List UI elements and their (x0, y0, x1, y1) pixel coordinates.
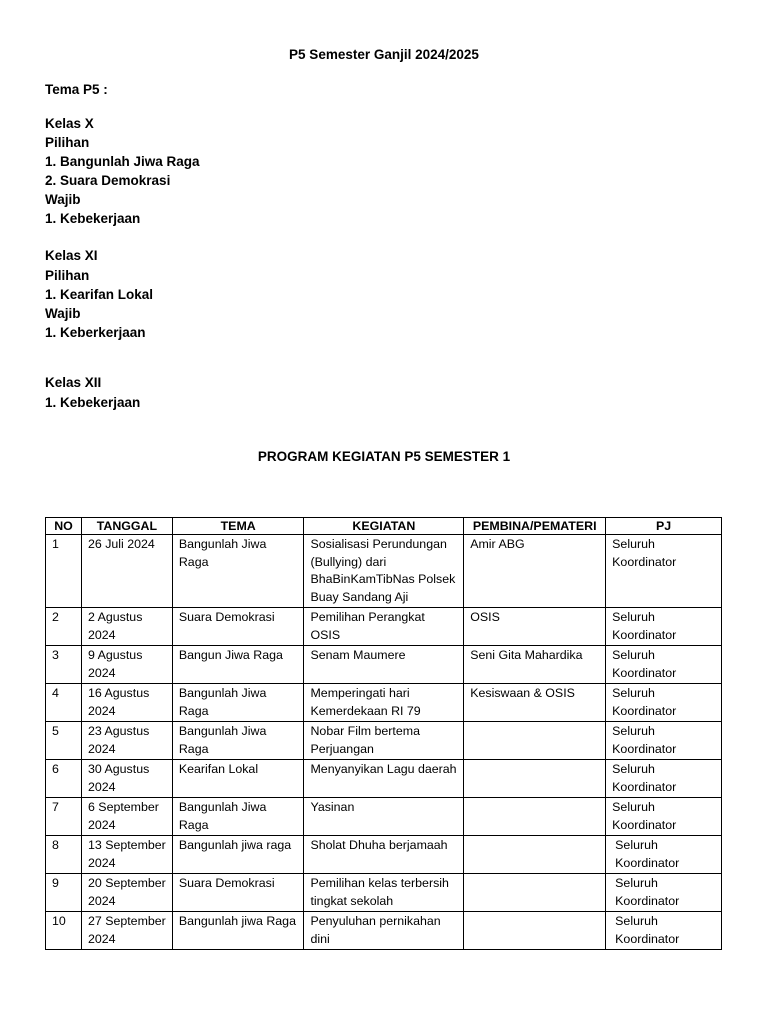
table-row (46, 608, 722, 646)
kelas-x-pilihan-item: 1. Bangunlah Jiwa Raga (45, 154, 200, 169)
cell-tema: Bangunlah jiwa raga (172, 836, 304, 874)
cell-tanggal: 26 Juli 2024 (81, 535, 172, 608)
cell-no: 9 (46, 874, 82, 912)
cell-tanggal: 9 Agustus 2024 (81, 646, 172, 684)
cell-tema: Bangunlah Jiwa Raga (172, 798, 304, 836)
cell-pj: Seluruh Koordinator (606, 912, 722, 950)
kelas-x-pilihan-item: 2. Suara Demokrasi (45, 173, 171, 188)
kelas-xi-heading: Kelas XI (45, 248, 98, 263)
kelas-x-heading: Kelas X (45, 116, 94, 131)
col-header-no: NO (46, 518, 82, 535)
table-row (46, 836, 722, 874)
cell-no: 10 (46, 912, 82, 950)
cell-pj: Seluruh Koordinator (606, 646, 722, 684)
cell-pj: Seluruh Koordinator (606, 608, 722, 646)
cell-pembina: Seni Gita Mahardika (464, 646, 606, 684)
table-header-row (46, 518, 722, 535)
table-row (46, 912, 722, 950)
cell-tanggal: 27 September 2024 (81, 912, 172, 950)
cell-pj: Seluruh Koordinator (606, 836, 722, 874)
cell-kegiatan: Pemilihan Perangkat OSIS (304, 608, 464, 646)
cell-pembina (464, 836, 606, 874)
cell-tanggal: 30 Agustus 2024 (81, 760, 172, 798)
cell-no: 6 (46, 760, 82, 798)
cell-pj: Seluruh Koordinator (606, 684, 722, 722)
table-row (46, 874, 722, 912)
col-header-tema: TEMA (172, 518, 304, 535)
kelas-xi-pilihan-item: 1. Kearifan Lokal (45, 287, 154, 302)
cell-tema: Suara Demokrasi (172, 874, 304, 912)
cell-kegiatan: Sosialisasi Perundungan (Bullying) dari BhaBinKamTibNas Polsek Buay Sandang Aji (304, 535, 464, 608)
kelas-x-pilihan-label: Pilihan (45, 135, 90, 150)
document-title: P5 Semester Ganjil 2024/2025 (289, 47, 479, 62)
kelas-x-wajib-item: 1. Kebekerjaan (45, 211, 141, 226)
cell-no: 4 (46, 684, 82, 722)
cell-pj: Seluruh Koordinator (606, 874, 722, 912)
cell-pj: Seluruh Koordinator (606, 760, 722, 798)
table-row (46, 722, 722, 760)
kelas-xi-pilihan-label: Pilihan (45, 268, 90, 283)
table-row (46, 798, 722, 836)
cell-tema: Bangunlah Jiwa Raga (172, 684, 304, 722)
kelas-x-wajib-label: Wajib (45, 192, 81, 207)
kelas-xi-wajib-item: 1. Keberkerjaan (45, 325, 146, 340)
cell-no: 3 (46, 646, 82, 684)
cell-pembina (464, 912, 606, 950)
cell-tanggal: 13 September 2024 (81, 836, 172, 874)
cell-pj: Seluruh Koordinator (606, 535, 722, 608)
tema-label: Tema P5 : (45, 82, 108, 97)
cell-pembina: OSIS (464, 608, 606, 646)
col-header-kegiatan: KEGIATAN (304, 518, 464, 535)
cell-tanggal: 23 Agustus 2024 (81, 722, 172, 760)
cell-pj: Seluruh Koordinator (606, 798, 722, 836)
cell-tanggal: 6 September 2024 (81, 798, 172, 836)
cell-kegiatan: Pemilihan kelas terbersih tingkat sekolah (304, 874, 464, 912)
cell-pembina (464, 874, 606, 912)
cell-no: 5 (46, 722, 82, 760)
program-table (45, 517, 722, 950)
cell-kegiatan: Menyanyikan Lagu daerah (304, 760, 464, 798)
cell-kegiatan: Sholat Dhuha berjamaah (304, 836, 464, 874)
table-row (46, 646, 722, 684)
cell-tanggal: 16 Agustus 2024 (81, 684, 172, 722)
cell-no: 8 (46, 836, 82, 874)
cell-kegiatan: Memperingati hari Kemerdekaan RI 79 (304, 684, 464, 722)
cell-tema: Kearifan Lokal (172, 760, 304, 798)
cell-no: 2 (46, 608, 82, 646)
table-row (46, 760, 722, 798)
cell-pembina (464, 722, 606, 760)
cell-kegiatan: Nobar Film bertema Perjuangan (304, 722, 464, 760)
col-header-pj: PJ (606, 518, 722, 535)
cell-no: 7 (46, 798, 82, 836)
col-header-tanggal: TANGGAL (81, 518, 172, 535)
cell-pembina (464, 798, 606, 836)
table-row (46, 535, 722, 608)
table-row (46, 684, 722, 722)
cell-no: 1 (46, 535, 82, 608)
cell-kegiatan: Penyuluhan pernikahan dini (304, 912, 464, 950)
kelas-xi-wajib-label: Wajib (45, 306, 81, 321)
cell-tema: Suara Demokrasi (172, 608, 304, 646)
cell-tema: Bangun Jiwa Raga (172, 646, 304, 684)
cell-pj: Seluruh Koordinator (606, 722, 722, 760)
cell-tanggal: 20 September 2024 (81, 874, 172, 912)
cell-tema: Bangunlah Jiwa Raga (172, 722, 304, 760)
program-title: PROGRAM KEGIATAN P5 SEMESTER 1 (257, 449, 511, 464)
cell-pembina (464, 760, 606, 798)
kelas-xii-item: 1. Kebekerjaan (45, 395, 141, 410)
cell-kegiatan: Senam Maumere (304, 646, 464, 684)
cell-tema: Bangunlah Jiwa Raga (172, 535, 304, 608)
col-header-pembina: PEMBINA/PEMATERI (464, 518, 606, 535)
cell-pembina: Kesiswaan & OSIS (464, 684, 606, 722)
cell-tanggal: 2 Agustus 2024 (81, 608, 172, 646)
cell-tema: Bangunlah jiwa Raga (172, 912, 304, 950)
cell-pembina: Amir ABG (464, 535, 606, 608)
kelas-xii-heading: Kelas XII (45, 375, 102, 390)
cell-kegiatan: Yasinan (304, 798, 464, 836)
